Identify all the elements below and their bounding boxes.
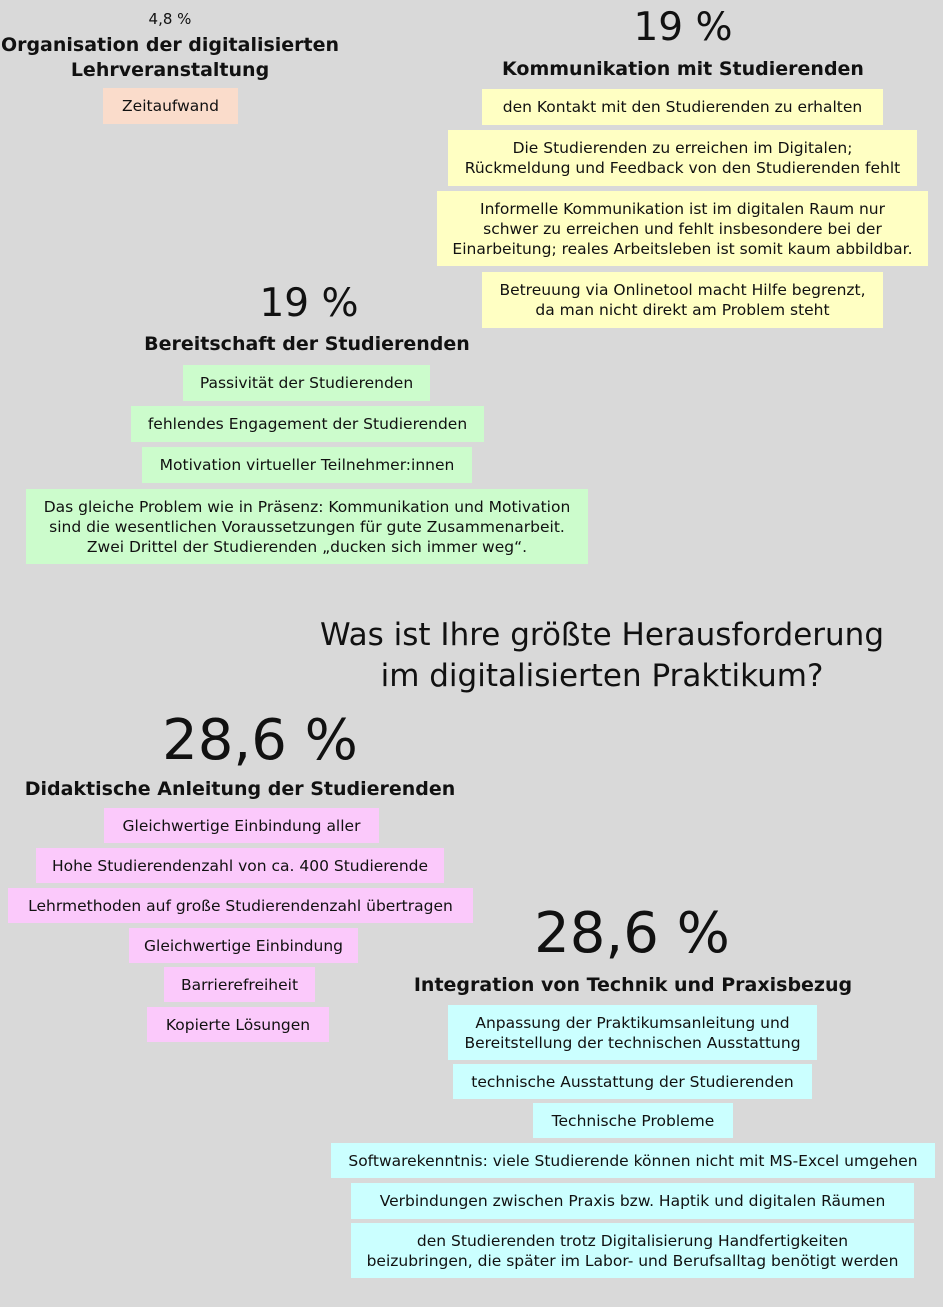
question-line1: Was ist Ihre größte Herausforderung xyxy=(319,617,884,653)
bereitschaft-note-3: Motivation virtueller Teilnehmer:innen xyxy=(142,447,472,483)
technik-note-4: Softwarekenntnis: viele Studierende können nicht mit MS-Excel umgehen xyxy=(331,1143,935,1178)
bereitschaft-note-2: fehlendes Engagement der Studierenden xyxy=(131,406,484,442)
didaktik-note-1: Gleichwertige Einbindung aller xyxy=(104,808,379,843)
kommunikation-note-4: Betreuung via Onlinetool macht Hilfe begrenzt, da man nicht direkt am Problem steht xyxy=(482,272,883,328)
bereitschaft-note-4: Das gleiche Problem wie in Präsenz: Kommunikation und Motivation sind die wesentlichen Voraussetzungen für gute Zusammenarbeit. Zwei Drittel der Studierenden „ducken sich immer weg“. xyxy=(26,489,588,564)
kommunikation-note-1: den Kontakt mit den Studierenden zu erhalten xyxy=(482,89,883,125)
bereitschaft-note-1: Passivität der Studierenden xyxy=(183,365,430,401)
organisation-title xyxy=(0,33,340,83)
organisation-title-line2: Lehrveranstaltung xyxy=(70,59,270,81)
didaktik-title: Didaktische Anleitung der Studierenden xyxy=(24,778,456,800)
bereitschaft-percent: 19 % xyxy=(259,281,359,326)
technik-note-3: Technische Probleme xyxy=(533,1103,733,1138)
didaktik-note-2: Hohe Studierendenzahl von ca. 400 Studierende xyxy=(36,848,444,883)
technik-title: Integration von Technik und Praxisbezug xyxy=(413,974,853,996)
question-title xyxy=(292,615,912,697)
question-line2: im digitalisierten Praktikum? xyxy=(380,658,824,694)
didaktik-note-3: Lehrmethoden auf große Studierendenzahl übertragen xyxy=(8,888,473,923)
organisation-note-1: Zeitaufwand xyxy=(103,88,238,124)
kommunikation-note-2: Die Studierenden zu erreichen im Digitalen; Rückmeldung und Feedback von den Studierenden fehlt xyxy=(448,130,917,186)
technik-percent: 28,6 % xyxy=(534,901,730,966)
didaktik-note-6: Kopierte Lösungen xyxy=(147,1007,329,1042)
kommunikation-percent: 19 % xyxy=(633,5,733,50)
organisation-percent: 4,8 % xyxy=(148,10,192,28)
organisation-title-line1: Organisation der digitalisierten xyxy=(0,34,340,56)
kommunikation-title: Kommunikation mit Studierenden xyxy=(502,58,864,80)
didaktik-percent: 28,6 % xyxy=(162,708,358,773)
technik-note-1: Anpassung der Praktikumsanleitung und Bereitstellung der technischen Ausstattung xyxy=(448,1005,817,1060)
kommunikation-note-3: Informelle Kommunikation ist im digitalen Raum nur schwer zu erreichen und fehlt insbesondere bei der Einarbeitung; reales Arbeitsleben ist somit kaum abbildbar. xyxy=(437,191,928,266)
didaktik-note-4: Gleichwertige Einbindung xyxy=(129,928,358,963)
bereitschaft-title: Bereitschaft der Studierenden xyxy=(144,333,470,355)
technik-note-2: technische Ausstattung der Studierenden xyxy=(453,1064,812,1099)
didaktik-note-5: Barrierefreiheit xyxy=(164,967,315,1002)
technik-note-6: den Studierenden trotz Digitalisierung Handfertigkeiten beizubringen, die später im Labor- und Berufsalltag benötigt werden xyxy=(351,1223,914,1278)
technik-note-5: Verbindungen zwischen Praxis bzw. Haptik und digitalen Räumen xyxy=(351,1183,914,1219)
